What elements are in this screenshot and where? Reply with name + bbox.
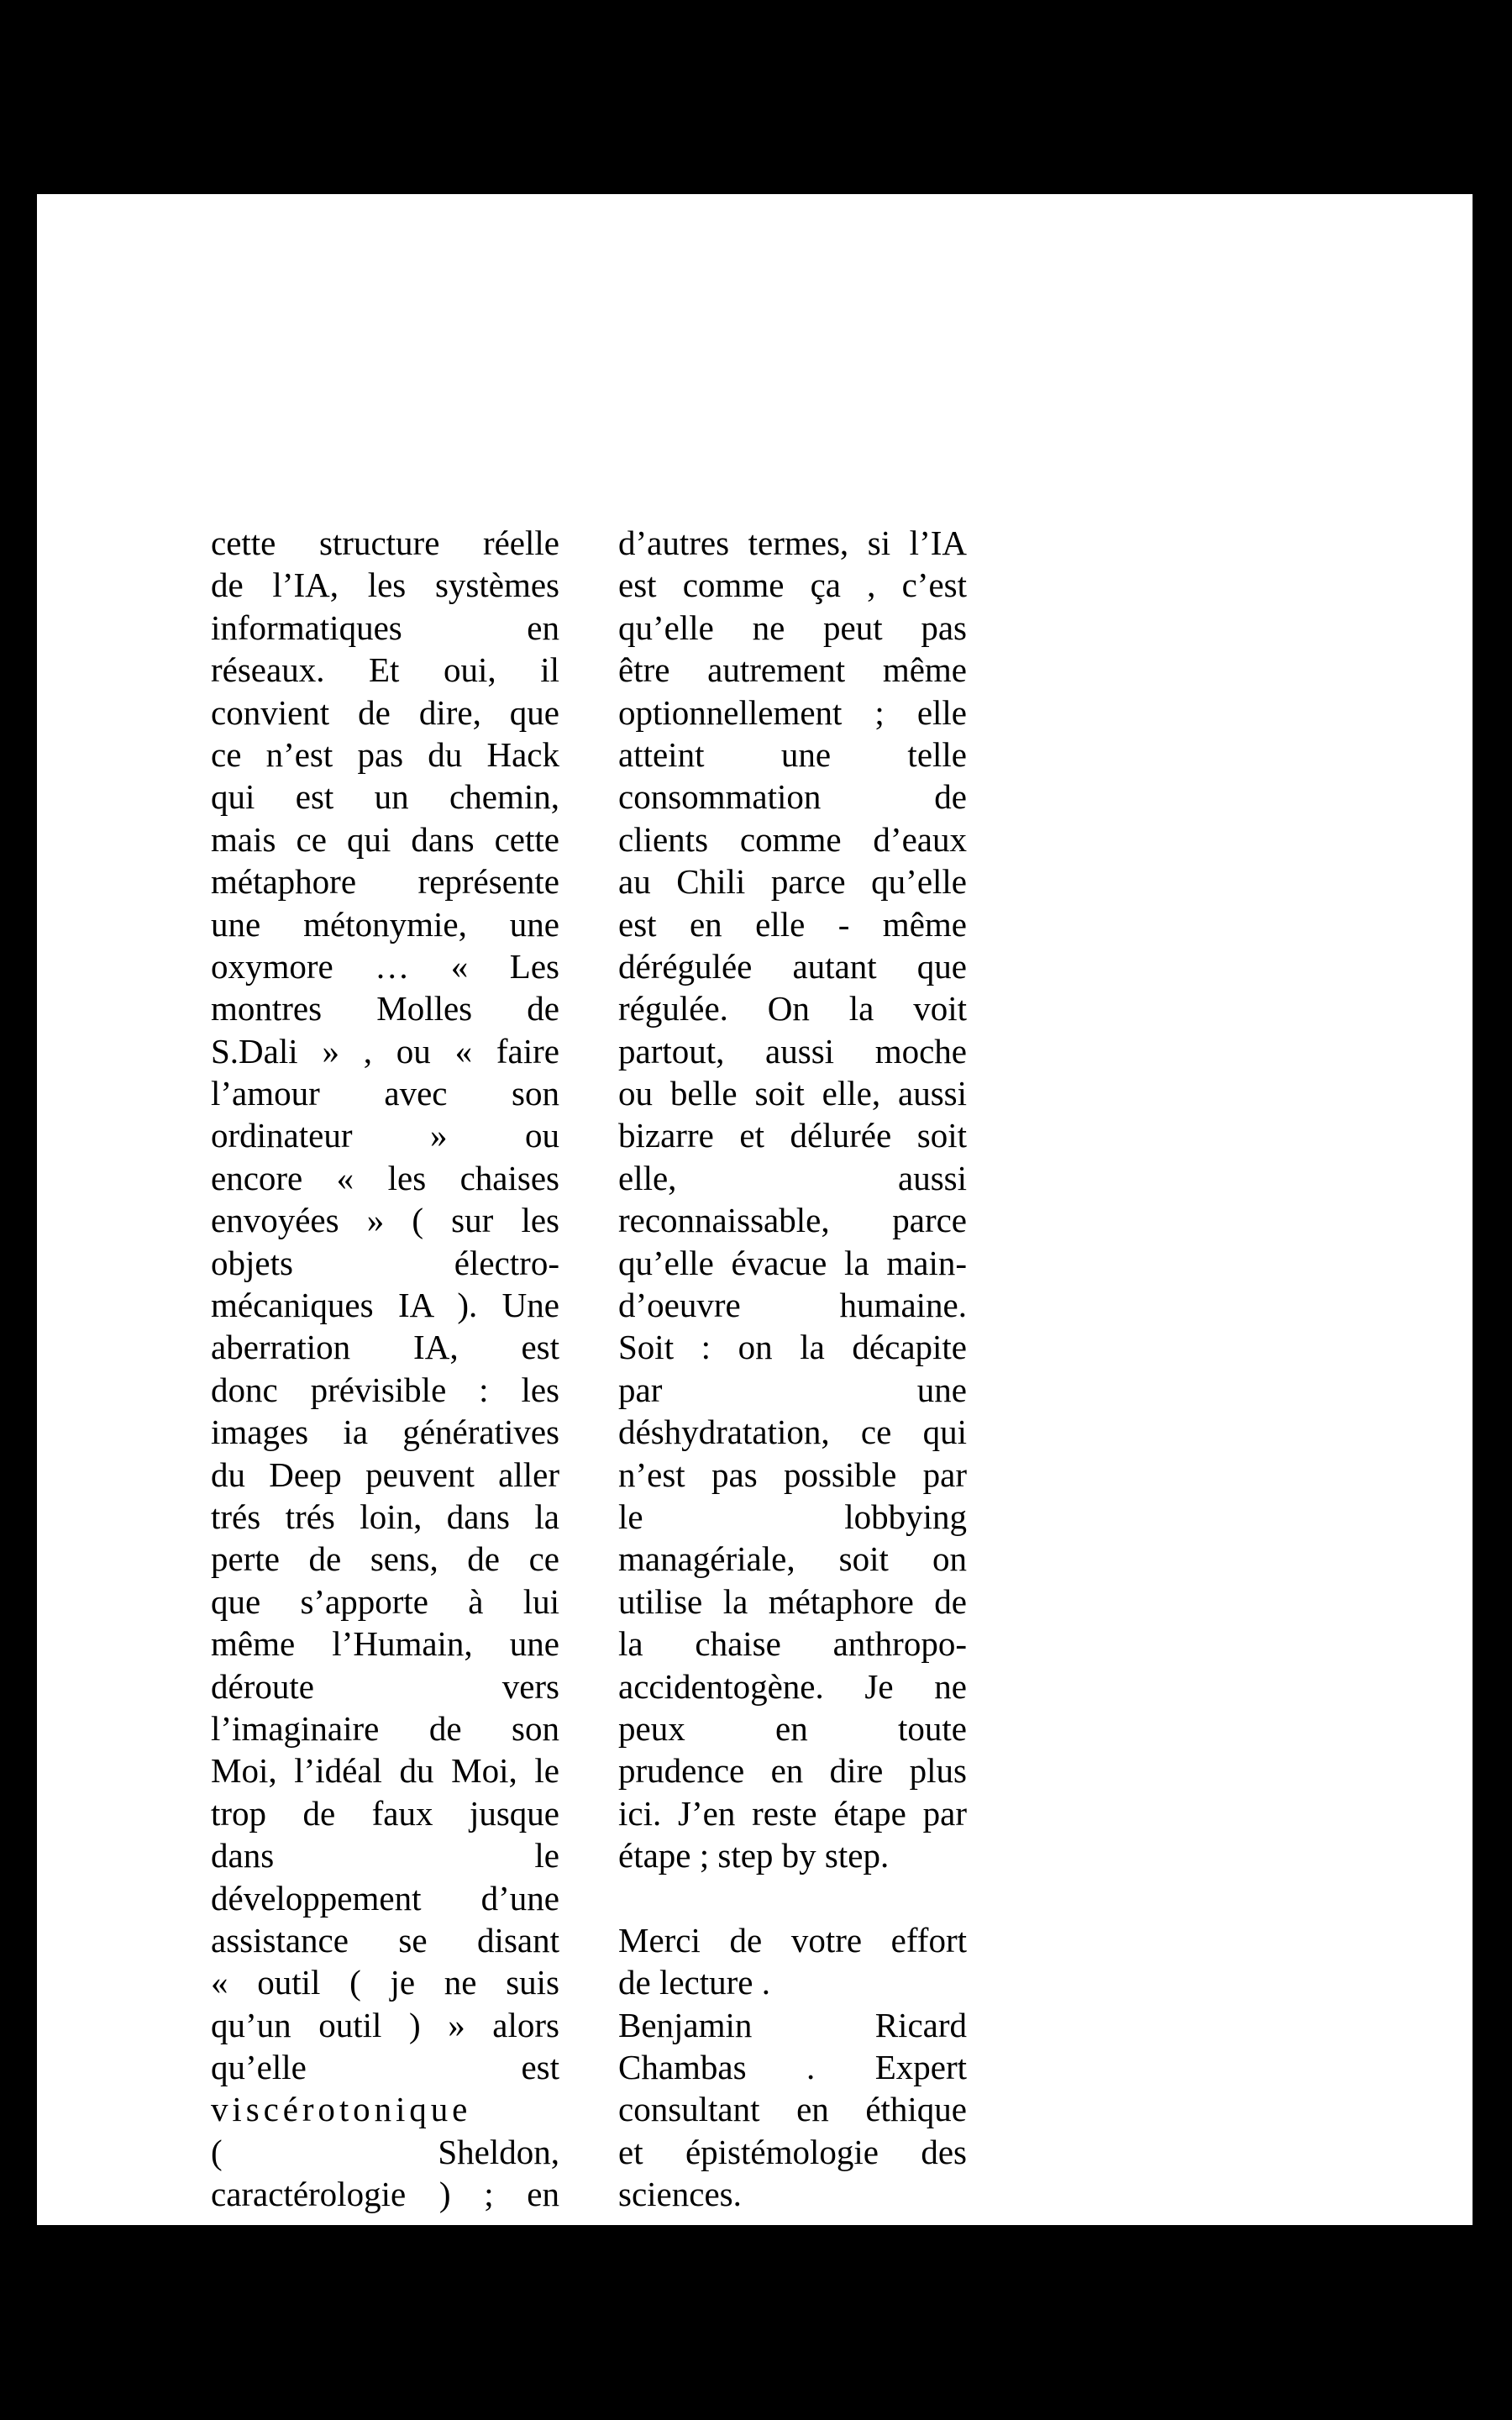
- text-line: d’oeuvre humaine.: [618, 1286, 967, 1325]
- text-line: le lobbying: [618, 1497, 967, 1536]
- text-line: et épistémologie des: [618, 2132, 967, 2171]
- text-line: qu’elle est: [211, 2048, 559, 2087]
- text-line: qu’elle ne peut pas: [618, 608, 967, 647]
- text-line: ordinateur » ou: [211, 1116, 559, 1155]
- text-line: l’imaginaire de son: [211, 1708, 559, 1748]
- text-line: étape ; step by step.: [618, 1836, 890, 1876]
- text-line: qui est un chemin,: [211, 777, 559, 817]
- text-column-left: [211, 522, 559, 2216]
- text-line: objets électro-: [211, 1243, 559, 1282]
- text-line: utilise la métaphore de: [618, 1581, 967, 1621]
- text-line: accidentogène. Je ne: [618, 1666, 967, 1706]
- text-line: est en elle - même: [618, 904, 967, 944]
- text-line: que s’apporte à lui: [211, 1581, 559, 1621]
- text-line: n’est pas possible par: [618, 1455, 967, 1494]
- text-line: envoyées » ( sur les: [211, 1201, 559, 1240]
- text-line: du Deep peuvent aller: [211, 1455, 559, 1494]
- text-line: managériale, soit on: [618, 1539, 967, 1579]
- text-line: images ia génératives: [211, 1413, 559, 1452]
- text-line: S.Dali » , ou « faire: [211, 1031, 559, 1071]
- text-line: consultant en éthique: [618, 2090, 967, 2129]
- text-line: viscérotonique: [211, 2090, 472, 2129]
- text-line: même l’Humain, une: [211, 1624, 559, 1664]
- text-line: est comme ça , c’est: [618, 566, 967, 605]
- text-line: réseaux. Et oui, il: [211, 650, 559, 690]
- text-line: bizarre et délurée soit: [618, 1116, 967, 1155]
- text-line: déroute vers: [211, 1666, 559, 1706]
- text-line: dans le: [211, 1836, 559, 1876]
- document-page: [37, 194, 1473, 2225]
- text-line: donc prévisible : les: [211, 1370, 559, 1409]
- text-line: l’amour avec son: [211, 1074, 559, 1113]
- text-line: Chambas . Expert: [618, 2048, 967, 2087]
- text-line: elle, aussi: [618, 1158, 967, 1197]
- text-line: consommation de: [618, 777, 967, 817]
- text-line: une métonymie, une: [211, 904, 559, 944]
- text-line: aberration IA, est: [211, 1328, 559, 1367]
- text-line: Benjamin Ricard: [618, 2005, 967, 2044]
- text-line: de lecture .: [618, 1963, 770, 2002]
- text-line: déshydratation, ce qui: [618, 1413, 967, 1452]
- text-line: mais ce qui dans cette: [211, 819, 559, 859]
- text-line: au Chili parce qu’elle: [618, 862, 967, 902]
- text-line: oxymore … « Les: [211, 946, 559, 986]
- text-line: métaphore représente: [211, 862, 559, 902]
- text-line: de l’IA, les systèmes: [211, 566, 559, 605]
- text-line: par une: [618, 1370, 967, 1409]
- text-line: caractérologie ) ; en: [211, 2175, 559, 2214]
- text-line: reconnaissable, parce: [618, 1201, 967, 1240]
- text-line: montres Molles de: [211, 989, 559, 1028]
- text-line: atteint une telle: [618, 734, 967, 774]
- text-line: convient de dire, que: [211, 692, 559, 732]
- text-line: assistance se disant: [211, 1920, 559, 1960]
- text-line: partout, aussi moche: [618, 1031, 967, 1071]
- text-line: sciences.: [618, 2175, 742, 2214]
- text-column-right: [618, 522, 967, 2216]
- text-line: trés trés loin, dans la: [211, 1497, 559, 1536]
- text-line: ou belle soit elle, aussi: [618, 1074, 967, 1113]
- text-line: perte de sens, de ce: [211, 1539, 559, 1579]
- text-line: régulée. On la voit: [618, 989, 967, 1028]
- blank-line: [618, 1877, 967, 1919]
- text-line: qu’un outil ) » alors: [211, 2005, 559, 2044]
- text-line: peux en toute: [618, 1708, 967, 1748]
- text-line: trop de faux jusque: [211, 1793, 559, 1833]
- text-line: mécaniques IA ). Une: [211, 1286, 559, 1325]
- text-line: développement d’une: [211, 1878, 559, 1918]
- text-line: encore « les chaises: [211, 1158, 559, 1197]
- text-line: ( Sheldon,: [211, 2132, 559, 2171]
- text-line: être autrement même: [618, 650, 967, 690]
- text-line: Soit : on la décapite: [618, 1328, 967, 1367]
- text-line: d’autres termes, si l’IA: [618, 523, 967, 562]
- text-line: qu’elle évacue la main-: [618, 1243, 967, 1282]
- text-line: la chaise anthropo-: [618, 1624, 967, 1664]
- text-line: cette structure réelle: [211, 523, 559, 562]
- text-line: clients comme d’eaux: [618, 819, 967, 859]
- text-line: dérégulée autant que: [618, 946, 967, 986]
- text-line: Merci de votre effort: [618, 1920, 967, 1960]
- text-line: ce n’est pas du Hack: [211, 734, 559, 774]
- text-line: optionnellement ; elle: [618, 692, 967, 732]
- text-line: prudence en dire plus: [618, 1751, 967, 1791]
- text-line: informatiques en: [211, 608, 559, 647]
- text-line: « outil ( je ne suis: [211, 1963, 559, 2002]
- text-line: Moi, l’idéal du Moi, le: [211, 1751, 559, 1791]
- text-line: ici. J’en reste étape par: [618, 1793, 967, 1833]
